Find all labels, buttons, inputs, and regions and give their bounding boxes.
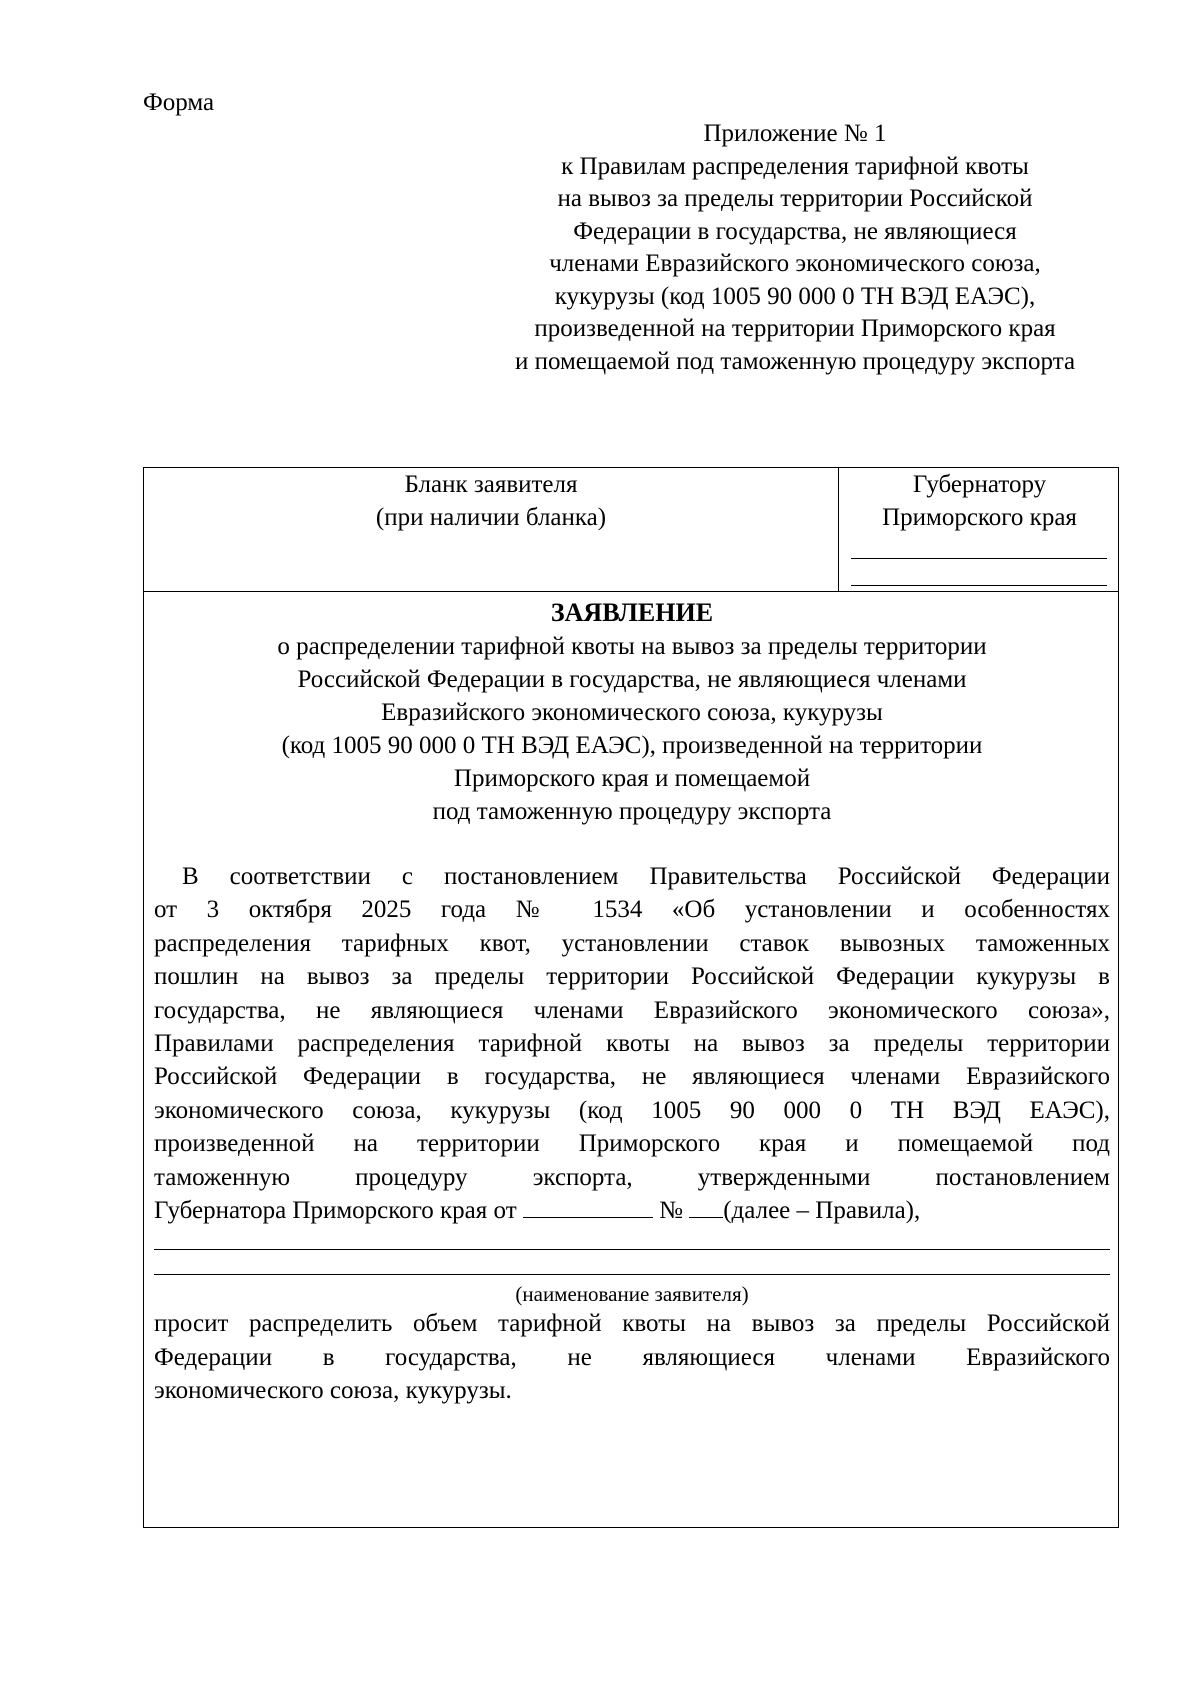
- paragraph-line: от 3 октября 2025 года № 1534 «Об установлении и особенностях: [154, 896, 1110, 924]
- paragraph-line: Российской Федерации в государства, не являющиеся членами Евразийского: [154, 1063, 1110, 1091]
- appendix-header: [470, 118, 1120, 378]
- document-title: ЗАЯВЛЕНИЕ: [550, 598, 714, 627]
- appendix-line: Приложение № 1: [703, 120, 887, 147]
- form-label: Форма: [143, 89, 215, 116]
- appendix-line: произведенной на территории Приморского края: [534, 315, 1056, 342]
- appendix-line: и помещаемой под таможенную процедуру экспорта: [514, 347, 1076, 375]
- letterhead-label: Бланк заявителя: [404, 471, 578, 498]
- addressee-cell: [839, 468, 1120, 591]
- decree-number-field[interactable]: [689, 1195, 723, 1218]
- decree-date-field[interactable]: [523, 1195, 653, 1218]
- appendix-line: к Правилам распределения тарифной квоты: [561, 152, 1029, 180]
- application-form: [143, 467, 1119, 1528]
- appendix-line: Федерации в государства, не являющиеся: [573, 217, 1017, 245]
- paragraph-last-line: [154, 1194, 1110, 1227]
- paragraph-line: государства, не являющиеся членами Евразийского экономического союза»,: [154, 996, 1110, 1024]
- addressee-title: Губернатору: [912, 471, 1047, 498]
- addressee-region: Приморского края: [882, 504, 1077, 531]
- subtitle-line: о распределении тарифной квоты на вывоз за пределы территории: [277, 633, 987, 660]
- addressee-name-line: [851, 558, 1107, 559]
- applicant-name-caption: (наименование заявителя): [515, 1282, 749, 1307]
- number-sign: №: [659, 1197, 683, 1225]
- paragraph-line: экономического союза, кукурузы (код 1005 90 000 0 ТН ВЭД ЕАЭС),: [154, 1096, 1110, 1124]
- applicant-name-line[interactable]: [154, 1249, 1110, 1250]
- request-paragraph: [154, 1307, 1110, 1407]
- main-paragraph: [154, 860, 1110, 1227]
- subtitle-line: Приморского края и помещаемой: [453, 765, 811, 792]
- subtitle-line: под таможенную процедуру экспорта: [432, 798, 832, 825]
- paragraph-line: пошлин на вывоз за пределы территории Российской Федерации кукурузы в: [154, 963, 1110, 991]
- applicant-letterhead-cell: [144, 468, 839, 591]
- form-header-row: [144, 468, 1118, 592]
- rules-reference: (далее – Правила),: [723, 1197, 921, 1225]
- paragraph-line: произведенной на территории Приморского края и помещаемой под: [154, 1130, 1110, 1158]
- subtitle-line: Российской Федерации в государства, не являющиеся членами: [297, 666, 967, 693]
- request-line: экономического союза, кукурузы.: [154, 1377, 512, 1405]
- subtitle-line: Евразийского экономического союза, кукурузы: [381, 699, 883, 726]
- governor-decree-text: Губернатора Приморского края от: [154, 1197, 517, 1225]
- paragraph-line: В соответствии с постановлением Правительства Российской Федерации: [182, 863, 1110, 890]
- paragraph-line: Правилами распределения тарифной квоты на вывоз за пределы территории: [154, 1030, 1110, 1058]
- appendix-line: членами Евразийского экономического союза,: [549, 250, 1041, 277]
- addressee-name-line: [851, 585, 1107, 586]
- paragraph-line: распределения тарифных квот, установлении ставок вывозных таможенных: [154, 929, 1110, 957]
- appendix-line: кукурузы (код 1005 90 000 0 ТН ВЭД ЕАЭС),: [554, 282, 1036, 310]
- request-line: Федерации в государства, не являющиеся членами Евразийского: [154, 1343, 1110, 1371]
- appendix-line: на вывоз за пределы территории Российской: [557, 185, 1033, 212]
- applicant-name-line[interactable]: [154, 1274, 1110, 1275]
- request-line: просит распределить объем тарифной квоты на вывоз за пределы Российской: [154, 1310, 1110, 1338]
- subtitle-line: (код 1005 90 000 0 ТН ВЭД ЕАЭС), произведенной на территории: [281, 732, 983, 759]
- form-body: [154, 592, 1110, 1408]
- paragraph-line: таможенную процедуру экспорта, утвержденными постановлением: [154, 1163, 1110, 1191]
- letterhead-note: (при наличии бланка): [375, 504, 607, 531]
- document-subtitle: [154, 630, 1110, 828]
